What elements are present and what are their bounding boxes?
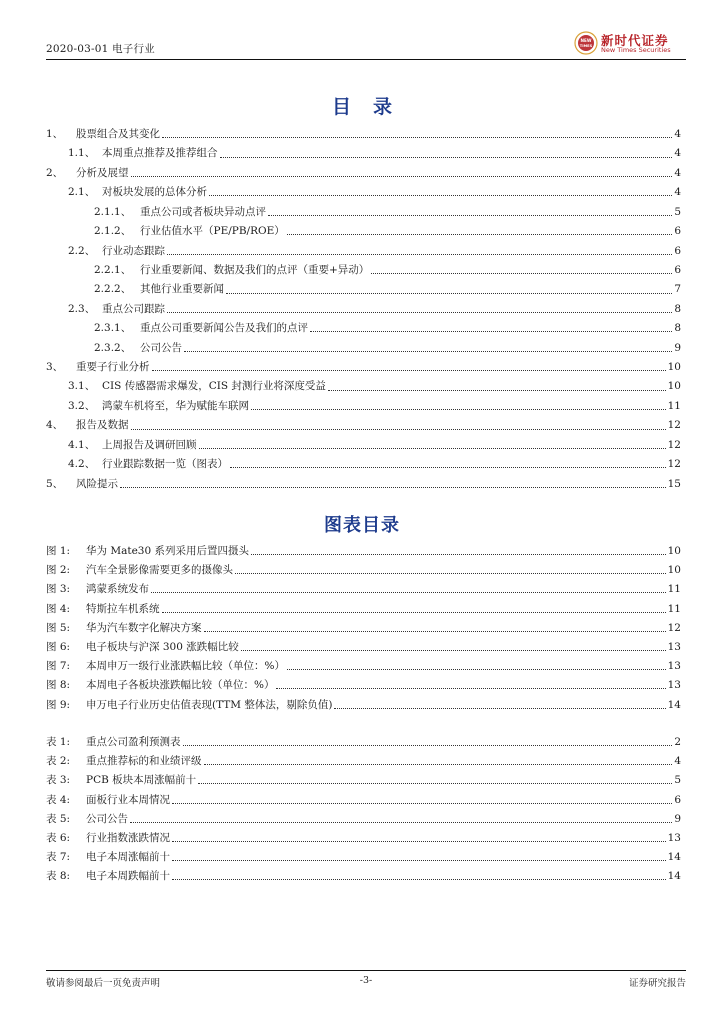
new-times-logo-icon bbox=[574, 31, 598, 55]
entry-title: 其他行业重要新闻 bbox=[140, 283, 224, 296]
dot-leader bbox=[183, 745, 673, 746]
entry-page-number: 2 bbox=[674, 736, 681, 748]
toc-entry[interactable] bbox=[46, 397, 681, 416]
entry-page-number: 4 bbox=[674, 186, 681, 199]
figures-toc-title: 图表目录 bbox=[324, 515, 400, 536]
entry-number: 表 6: bbox=[46, 831, 71, 844]
list-entry[interactable] bbox=[46, 829, 681, 848]
dot-leader bbox=[172, 841, 666, 842]
dot-leader bbox=[251, 554, 666, 555]
entry-page-number: 11 bbox=[667, 399, 681, 412]
toc-entry[interactable] bbox=[46, 125, 681, 144]
dot-leader bbox=[198, 783, 672, 784]
dot-leader bbox=[172, 860, 666, 861]
entry-page-number: 4 bbox=[674, 147, 681, 160]
list-entry[interactable] bbox=[46, 771, 681, 790]
entry-title: 鸿蒙系统发布 bbox=[86, 583, 149, 596]
entry-page-number: 13 bbox=[667, 831, 681, 844]
entry-title: 重点推荐标的和业绩评级 bbox=[86, 755, 202, 768]
dot-leader bbox=[131, 176, 673, 177]
svg-text:NEW: NEW bbox=[580, 38, 592, 43]
entry-title: 电子本周跌幅前十 bbox=[86, 870, 170, 883]
dot-leader bbox=[167, 254, 672, 255]
entry-title: 行业动态跟踪 bbox=[102, 244, 165, 257]
toc-entry[interactable] bbox=[46, 261, 681, 280]
entry-number: 表 3: bbox=[46, 774, 71, 787]
entry-title: 汽车全景影像需要更多的摄像头 bbox=[86, 564, 233, 577]
entry-title: 面板行业本周情况 bbox=[86, 793, 170, 806]
entry-title: 本周电子各板块涨跌幅比较（单位：%） bbox=[86, 679, 275, 692]
entry-title: 公司公告 bbox=[140, 341, 182, 354]
dot-leader bbox=[328, 390, 666, 391]
entry-title: 对板块发展的总体分析 bbox=[102, 186, 207, 199]
entry-page-number: 4 bbox=[674, 128, 681, 140]
toc-entry[interactable] bbox=[46, 436, 681, 455]
entry-number: 3.1、 bbox=[68, 380, 96, 393]
entry-number: 2.1.2、 bbox=[94, 225, 132, 238]
page-header bbox=[46, 30, 686, 60]
toc-entry[interactable] bbox=[46, 280, 681, 299]
dot-leader bbox=[310, 331, 672, 332]
list-entry[interactable] bbox=[46, 848, 681, 867]
dot-leader bbox=[226, 293, 672, 294]
entry-number: 图 7: bbox=[46, 660, 71, 673]
list-entry[interactable] bbox=[46, 542, 681, 561]
dot-leader bbox=[162, 137, 672, 138]
toc-entry[interactable] bbox=[46, 222, 681, 241]
entry-number: 3.2、 bbox=[68, 399, 96, 412]
entry-title: 行业指数涨跌情况 bbox=[86, 831, 170, 844]
dot-leader bbox=[184, 351, 672, 352]
entry-number: 2、 bbox=[46, 166, 64, 179]
entry-number: 图 8: bbox=[46, 679, 71, 692]
entry-page-number: 14 bbox=[667, 698, 681, 711]
toc-entry[interactable] bbox=[46, 300, 681, 319]
entry-page-number: 9 bbox=[674, 812, 681, 825]
entry-title: 重要子行业分析 bbox=[76, 361, 150, 374]
entry-number: 1、 bbox=[46, 128, 64, 140]
entry-title: 股票组合及其变化 bbox=[76, 128, 160, 140]
entry-page-number: 15 bbox=[667, 477, 681, 490]
entry-page-number: 7 bbox=[674, 283, 681, 296]
entry-number: 2.1、 bbox=[68, 186, 96, 199]
entry-page-number: 4 bbox=[674, 166, 681, 179]
entry-number: 表 2: bbox=[46, 755, 71, 768]
toc-entry[interactable] bbox=[46, 475, 681, 494]
entry-page-number: 10 bbox=[667, 361, 681, 374]
entry-number: 2.2.1、 bbox=[94, 263, 132, 276]
page-footer bbox=[46, 975, 686, 991]
entry-number: 1.1、 bbox=[68, 147, 96, 160]
dot-leader bbox=[268, 215, 672, 216]
list-entry[interactable] bbox=[46, 657, 681, 676]
footer-disclaimer: 敬请参阅最后一页免责声明 bbox=[46, 978, 161, 989]
toc-entry[interactable] bbox=[46, 242, 681, 261]
list-entry[interactable] bbox=[46, 561, 681, 580]
entry-number: 图 2: bbox=[46, 564, 71, 577]
entry-title: 电子板块与沪深 300 涨跌幅比较 bbox=[86, 640, 239, 653]
entry-title: PCB 板块本周涨幅前十 bbox=[86, 774, 197, 787]
toc-entry[interactable] bbox=[46, 377, 681, 396]
list-entry[interactable] bbox=[46, 580, 681, 599]
entry-title: 公司公告 bbox=[86, 812, 128, 825]
entry-title: 本周申万一级行业涨跌幅比较（单位：%） bbox=[86, 660, 285, 673]
dot-leader bbox=[334, 708, 665, 709]
entry-number: 2.3.2、 bbox=[94, 341, 132, 354]
entry-page-number: 12 bbox=[667, 621, 681, 634]
entry-number: 图 4: bbox=[46, 602, 71, 615]
list-entry[interactable] bbox=[46, 676, 681, 695]
dot-leader bbox=[152, 370, 666, 371]
dot-leader bbox=[167, 312, 672, 313]
entry-number: 4.2、 bbox=[68, 458, 96, 471]
entry-number: 2.3、 bbox=[68, 302, 96, 315]
toc-entry[interactable] bbox=[46, 416, 681, 435]
entry-title: 重点公司或者板块异动点评 bbox=[140, 205, 266, 218]
entry-number: 图 9: bbox=[46, 698, 71, 711]
entry-title: 分析及展望 bbox=[76, 166, 129, 179]
entry-page-number: 13 bbox=[667, 679, 681, 692]
dot-leader bbox=[251, 409, 666, 410]
entry-number: 表 4: bbox=[46, 793, 71, 806]
entry-title: 重点公司盈利预测表 bbox=[86, 736, 181, 748]
entry-number: 表 5: bbox=[46, 812, 71, 825]
entry-page-number: 14 bbox=[667, 851, 681, 864]
list-entry[interactable] bbox=[46, 619, 681, 638]
dot-leader bbox=[204, 631, 666, 632]
entry-number: 2.3.1、 bbox=[94, 322, 132, 335]
entry-number: 表 7: bbox=[46, 851, 71, 864]
company-logo bbox=[574, 30, 686, 56]
toc-title: 目录 bbox=[331, 96, 414, 118]
dot-leader bbox=[131, 429, 666, 430]
entry-page-number: 6 bbox=[674, 225, 681, 238]
page-number: -3- bbox=[359, 975, 373, 986]
entry-page-number: 10 bbox=[667, 545, 681, 557]
entry-number: 5、 bbox=[46, 477, 64, 490]
entry-number: 3、 bbox=[46, 361, 64, 374]
dot-leader bbox=[204, 764, 673, 765]
entry-title: 风险提示 bbox=[76, 477, 118, 490]
dot-leader bbox=[276, 688, 665, 689]
table-list bbox=[46, 733, 681, 887]
header-date-industry: 2020-03-01 电子行业 bbox=[46, 43, 155, 55]
entry-title: 行业跟踪数据一览（图表） bbox=[102, 458, 228, 471]
entry-number: 图 6: bbox=[46, 640, 71, 653]
entry-page-number: 10 bbox=[667, 380, 681, 393]
list-entry[interactable] bbox=[46, 733, 681, 752]
entry-title: 行业重要新闻、数据及我们的点评（重要+异动） bbox=[140, 263, 370, 276]
entry-title: 报告及数据 bbox=[76, 419, 129, 432]
entry-title: 鸿蒙车机将至，华为赋能车联网 bbox=[102, 399, 249, 412]
entry-number: 2.1.1、 bbox=[94, 205, 132, 218]
entry-number: 2.2.2、 bbox=[94, 283, 132, 296]
list-entry[interactable] bbox=[46, 791, 681, 810]
dot-leader bbox=[172, 803, 672, 804]
entry-page-number: 11 bbox=[667, 602, 681, 615]
dot-leader bbox=[209, 195, 672, 196]
entry-title: 华为 Mate30 系列采用后置四摄头 bbox=[86, 545, 249, 557]
entry-title: CIS 传感器需求爆发，CIS 封测行业将深度受益 bbox=[102, 380, 326, 393]
entry-number: 2.2、 bbox=[68, 244, 96, 257]
dot-leader bbox=[287, 669, 666, 670]
footer-report-type: 证券研究报告 bbox=[628, 978, 686, 989]
header-divider bbox=[46, 59, 686, 60]
dot-leader bbox=[172, 879, 666, 880]
entry-page-number: 4 bbox=[674, 755, 681, 768]
entry-page-number: 9 bbox=[674, 341, 681, 354]
entry-number: 表 8: bbox=[46, 870, 71, 883]
entry-title: 本周重点推荐及推荐组合 bbox=[102, 147, 218, 160]
dot-leader bbox=[230, 467, 666, 468]
dot-leader bbox=[220, 157, 673, 158]
entry-number: 图 5: bbox=[46, 621, 71, 634]
dot-leader bbox=[235, 573, 666, 574]
entry-number: 图 1: bbox=[46, 545, 71, 557]
toc-entry[interactable] bbox=[46, 358, 681, 377]
logo-chinese-name: 新时代证券 bbox=[601, 33, 669, 48]
entry-page-number: 6 bbox=[674, 793, 681, 806]
toc-entry[interactable] bbox=[46, 144, 681, 163]
svg-text:TIMES: TIMES bbox=[579, 44, 593, 48]
toc-entry[interactable] bbox=[46, 164, 681, 183]
toc-entry[interactable] bbox=[46, 183, 681, 202]
entry-page-number: 10 bbox=[667, 564, 681, 577]
dot-leader bbox=[199, 448, 666, 449]
entry-title: 上周报告及调研回顾 bbox=[102, 438, 197, 451]
toc-entry[interactable] bbox=[46, 455, 681, 474]
entry-title: 申万电子行业历史估值表现(TTM 整体法，剔除负值) bbox=[86, 698, 333, 711]
dot-leader bbox=[130, 822, 672, 823]
entry-page-number: 12 bbox=[667, 419, 681, 432]
entry-page-number: 6 bbox=[674, 244, 681, 257]
list-entry[interactable] bbox=[46, 810, 681, 829]
list-entry[interactable] bbox=[46, 638, 681, 657]
entry-page-number: 13 bbox=[667, 660, 681, 673]
entry-page-number: 13 bbox=[667, 640, 681, 653]
entry-number: 图 3: bbox=[46, 583, 71, 596]
entry-number: 表 1: bbox=[46, 736, 71, 748]
entry-page-number: 6 bbox=[674, 263, 681, 276]
toc-entry[interactable] bbox=[46, 203, 681, 222]
entry-title: 重点公司跟踪 bbox=[102, 302, 165, 315]
entry-title: 特斯拉车机系统 bbox=[86, 602, 160, 615]
table-of-contents bbox=[46, 125, 681, 494]
list-entry[interactable] bbox=[46, 696, 681, 715]
dot-leader bbox=[241, 650, 666, 651]
dot-leader bbox=[287, 234, 673, 235]
entry-page-number: 5 bbox=[674, 205, 681, 218]
entry-title: 华为汽车数字化解决方案 bbox=[86, 621, 202, 634]
entry-number: 4、 bbox=[46, 419, 64, 432]
list-entry[interactable] bbox=[46, 600, 681, 619]
dot-leader bbox=[371, 273, 672, 274]
figure-list bbox=[46, 542, 681, 715]
entry-page-number: 8 bbox=[674, 322, 681, 335]
entry-title: 重点公司重要新闻公告及我们的点评 bbox=[140, 322, 308, 335]
toc-entry[interactable] bbox=[46, 339, 681, 358]
list-entry[interactable] bbox=[46, 752, 681, 771]
entry-number: 4.1、 bbox=[68, 438, 96, 451]
entry-page-number: 8 bbox=[674, 302, 681, 315]
entry-title: 行业估值水平（PE/PB/ROE） bbox=[140, 225, 285, 238]
logo-english-name: New Times Securities bbox=[601, 46, 671, 54]
dot-leader bbox=[162, 612, 666, 613]
toc-entry[interactable] bbox=[46, 319, 681, 338]
entry-page-number: 12 bbox=[667, 458, 681, 471]
footer-divider bbox=[46, 970, 686, 971]
entry-page-number: 5 bbox=[674, 774, 681, 787]
list-entry[interactable] bbox=[46, 867, 681, 886]
entry-page-number: 12 bbox=[667, 438, 681, 451]
dot-leader bbox=[120, 487, 666, 488]
entry-title: 电子本周涨幅前十 bbox=[86, 851, 170, 864]
dot-leader bbox=[151, 592, 666, 593]
entry-page-number: 14 bbox=[667, 870, 681, 883]
entry-page-number: 11 bbox=[667, 583, 681, 596]
